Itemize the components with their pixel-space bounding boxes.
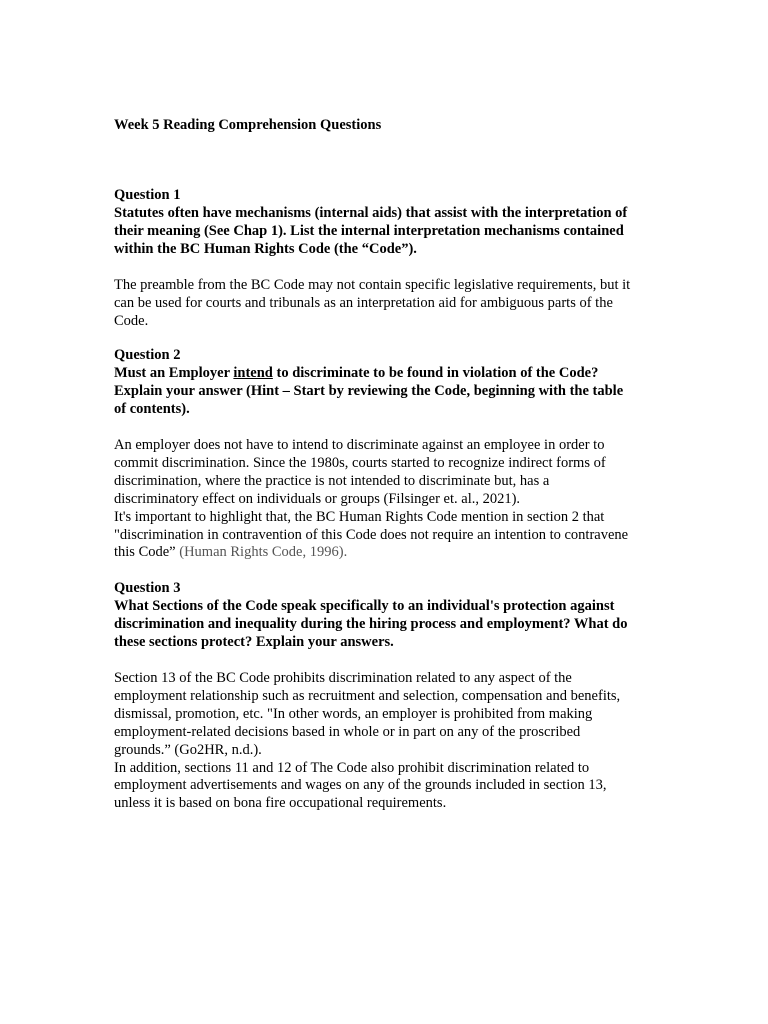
answer-line: An employer does not have to intend to discriminate against an employee in order to [114, 437, 605, 453]
citation: (Human Rights Code, 1996). [175, 544, 348, 561]
question-3 [114, 580, 654, 652]
answer-1 [114, 277, 654, 331]
question-prompt-line: discrimination and inequality during the hiring process and employment? What do [114, 615, 628, 632]
question-2 [114, 347, 654, 419]
question-prompt-line: these sections protect? Explain your answers. [114, 633, 394, 650]
answer-3 [114, 670, 654, 813]
answer-line: unless it is based on bona fire occupational requirements. [114, 795, 447, 812]
answer-line: Code. [114, 312, 149, 329]
question-prompt-line: their meaning (See Chap 1). List the internal interpretation mechanisms contained [114, 222, 624, 239]
question-1 [114, 187, 654, 259]
question-prompt-line: of contents). [114, 400, 190, 417]
question-heading: Question 3 [114, 580, 181, 596]
answer-text: this Code” [114, 544, 176, 561]
document-title: Week 5 Reading Comprehension Questions [114, 117, 382, 133]
answer-line: commit discrimination. Since the 1980s, courts started to recognize indirect forms of [114, 454, 606, 471]
answer-line: employment-related decisions based in whole or in part on any of the proscribed [114, 723, 581, 740]
question-prompt-line: What Sections of the Code speak specifically to an individual's protection against [114, 597, 615, 614]
question-prompt-line: Statutes often have mechanisms (internal aids) that assist with the interpretation of [114, 204, 628, 221]
answer-line: grounds.” (Go2HR, n.d.). [114, 741, 262, 758]
answer-line: In addition, sections 11 and 12 of The Code also prohibit discrimination related to [114, 759, 590, 776]
prompt-text: to discriminate to be found in violation of the Code? [272, 364, 599, 381]
answer-2 [114, 437, 654, 562]
answer-line: The preamble from the BC Code may not contain specific legislative requirements, but it [114, 277, 631, 293]
answer-line [114, 544, 654, 562]
answer-line: Section 13 of the BC Code prohibits discrimination related to any aspect of the [114, 670, 572, 686]
answer-line: employment advertisements and wages on any of the grounds included in section 13, [114, 777, 607, 794]
question-heading: Question 1 [114, 187, 181, 203]
answer-line: "discrimination in contravention of this Code does not require an intention to contravene [114, 526, 629, 543]
question-heading: Question 2 [114, 347, 181, 363]
answer-line: can be used for courts and tribunals as an interpretation aid for ambiguous parts of the [114, 294, 613, 311]
prompt-text: Must an Employer [114, 364, 234, 381]
prompt-underlined-word: intend [233, 364, 273, 381]
answer-line: dismissal, promotion, etc. "In other words, an employer is prohibited from making [114, 705, 593, 722]
answer-line: It's important to highlight that, the BC Human Rights Code mention in section 2 that [114, 508, 605, 525]
answer-line: discriminatory effect on individuals or groups (Filsinger et. al., 2021). [114, 490, 521, 507]
question-prompt-line: Explain your answer (Hint – Start by reviewing the Code, beginning with the table [114, 382, 624, 399]
question-prompt-line: within the BC Human Rights Code (the “Code”). [114, 240, 417, 257]
question-prompt-line [114, 365, 654, 383]
answer-line: discrimination, where the practice is not intended to discriminate but, has a [114, 472, 550, 489]
answer-line: employment relationship such as recruitment and selection, compensation and benefits, [114, 687, 621, 704]
